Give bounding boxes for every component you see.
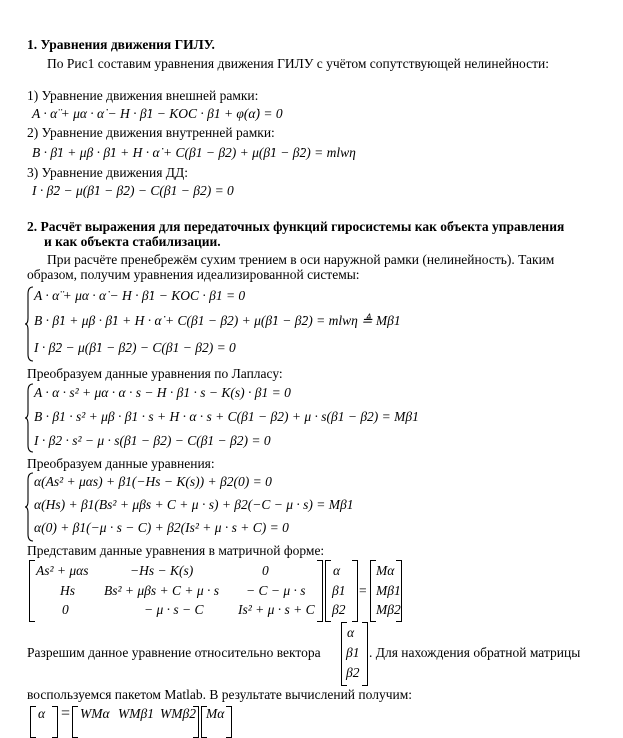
system1-eq1: A · α̈ + μα · α̇ − H · β̇1 − KOC · β1 = 0 [34, 288, 246, 303]
rhs-cell: Mβ2 [376, 602, 401, 617]
result-lhs: α [38, 706, 46, 721]
system2-eq1: A · α · s² + μα · α · s − H · β1 · s − K(s) · β1 = 0 [34, 385, 291, 400]
system2-eq2: B · β1 · s² + μβ · β1 · s + H · α · s + C(β1 − β2) + μ · s(β1 − β2) = Mβ1 [34, 409, 419, 424]
result-cell: WMα [80, 706, 110, 721]
inline-vector-right-bracket [362, 622, 368, 686]
system3-brace [24, 472, 34, 542]
section2-para-line2: образом, получим уравнения идеализированной системы: [27, 267, 360, 282]
eq2-formula: B · β̈1 + μβ · β̇1 + H · α̇ + C(β1 − β2) + μ(β̇1 − β̇2) = mlwη [32, 145, 356, 160]
result-cell: Mα [206, 706, 225, 721]
rhs-cell: Mβ1 [376, 583, 401, 598]
vector-right-bracket [352, 560, 358, 622]
result-rhs-right-bracket [226, 706, 232, 738]
inline-vector-cell: β2 [346, 665, 360, 680]
system3-eq2: α(Hs) + β1(Bs² + μβs + C + μ · s) + β2(−C − μ · s) = Mβ1 [34, 497, 354, 512]
matrix-cell: Is² + μ · s + C [238, 602, 315, 617]
transform-label: Преобразуем данные уравнения: [27, 456, 215, 471]
vector-left-bracket [325, 560, 331, 622]
system1-eq3: I · β̈2 − μ(β̇1 − β̇2) − C(β1 − β2) = 0 [34, 340, 236, 355]
rhs-cell: Mα [376, 563, 395, 578]
matrix-cell: As² + μαs [36, 563, 89, 578]
section1-intro: По Рис1 составим уравнения движения ГИЛУ с учётом сопутствующей нелинейности: [47, 56, 550, 71]
matlab-text: воспользуемся пакетом Matlab. В результате вычислений получим: [27, 687, 413, 702]
vector-cell: β2 [332, 602, 346, 617]
system2-eq3: I · β2 · s² − μ · s(β1 − β2) − C(β1 − β2) = 0 [34, 433, 271, 448]
result-lhs-right-bracket [52, 706, 58, 738]
equals-sign: = [359, 583, 367, 598]
result-matrix-right-bracket [193, 706, 199, 738]
result-matrix-left-bracket [72, 706, 78, 738]
system1-eq2: B · β̇1 + μβ · β̇1 + H · α̇ + C(β1 − β2) + μ(β̇1 − β̇2) = mlwη ≜ Mβ1 [34, 313, 401, 328]
eq2-label: 2) Уравнение движения внутренней рамки: [27, 125, 275, 140]
eq3-label: 3) Уравнение движения ДД: [27, 165, 188, 180]
result-left-bracket [30, 706, 36, 738]
matrix-cell: Hs [60, 583, 76, 598]
result-cell: WMβ2 [160, 706, 196, 721]
matrix-cell: −Hs − K(s) [130, 563, 194, 578]
matrix-label: Представим данные уравнения в матричной форме: [27, 543, 325, 558]
section2-heading-line1: 2. Расчёт выражения для передаточных функций гиросистемы как объекта управления [27, 219, 565, 234]
solve-text-after: . Для нахождения обратной матрицы [369, 645, 581, 660]
matrix-cell: − C − μ · s [246, 583, 306, 598]
eq3-formula: I · β̈2 − μ(β̇1 − β̇2) − C(β1 − β2) = 0 [32, 183, 234, 198]
matrix-left-bracket [29, 560, 35, 622]
system1-brace [24, 286, 34, 362]
vector-cell: β1 [332, 583, 346, 598]
solve-text-before: Разрешим данное уравнение относительно вектора [27, 645, 321, 660]
section1-heading: 1. Уравнения движения ГИЛУ. [27, 37, 215, 52]
result-equals: = [61, 705, 71, 722]
laplace-label: Преобразуем данные уравнения по Лапласу: [27, 366, 283, 381]
section2-heading-line2: и как объекта стабилизации. [44, 234, 221, 249]
system3-eq1: α(As² + μαs) + β1(−Hs − K(s)) + β2(0) = 0 [34, 474, 272, 489]
matrix-right-bracket [317, 560, 323, 622]
matrix-cell: 0 [62, 602, 69, 617]
vector-cell: α [333, 563, 341, 578]
inline-vector-cell: β1 [346, 645, 360, 660]
eq1-formula: A · α̈ + μα · α̇ − H · β̇1 − KOC · β1 + φ(α̇) = 0 [32, 106, 283, 121]
system2-brace [24, 383, 34, 453]
matrix-cell: Bs² + μβs + C + μ · s [104, 583, 220, 598]
eq1-label: 1) Уравнение движения внешней рамки: [27, 88, 259, 103]
section2-para-line1: При расчёте пренебрежём сухим трением в оси наружной рамки (нелинейность). Таким [47, 252, 555, 267]
matrix-cell: − μ · s − C [144, 602, 204, 617]
result-cell: WMβ1 [118, 706, 154, 721]
matrix-cell: 0 [262, 563, 269, 578]
system3-eq3: α(0) + β1(−μ · s − C) + β2(Is² + μ · s + C) = 0 [34, 520, 289, 535]
inline-vector-cell: α [347, 625, 355, 640]
